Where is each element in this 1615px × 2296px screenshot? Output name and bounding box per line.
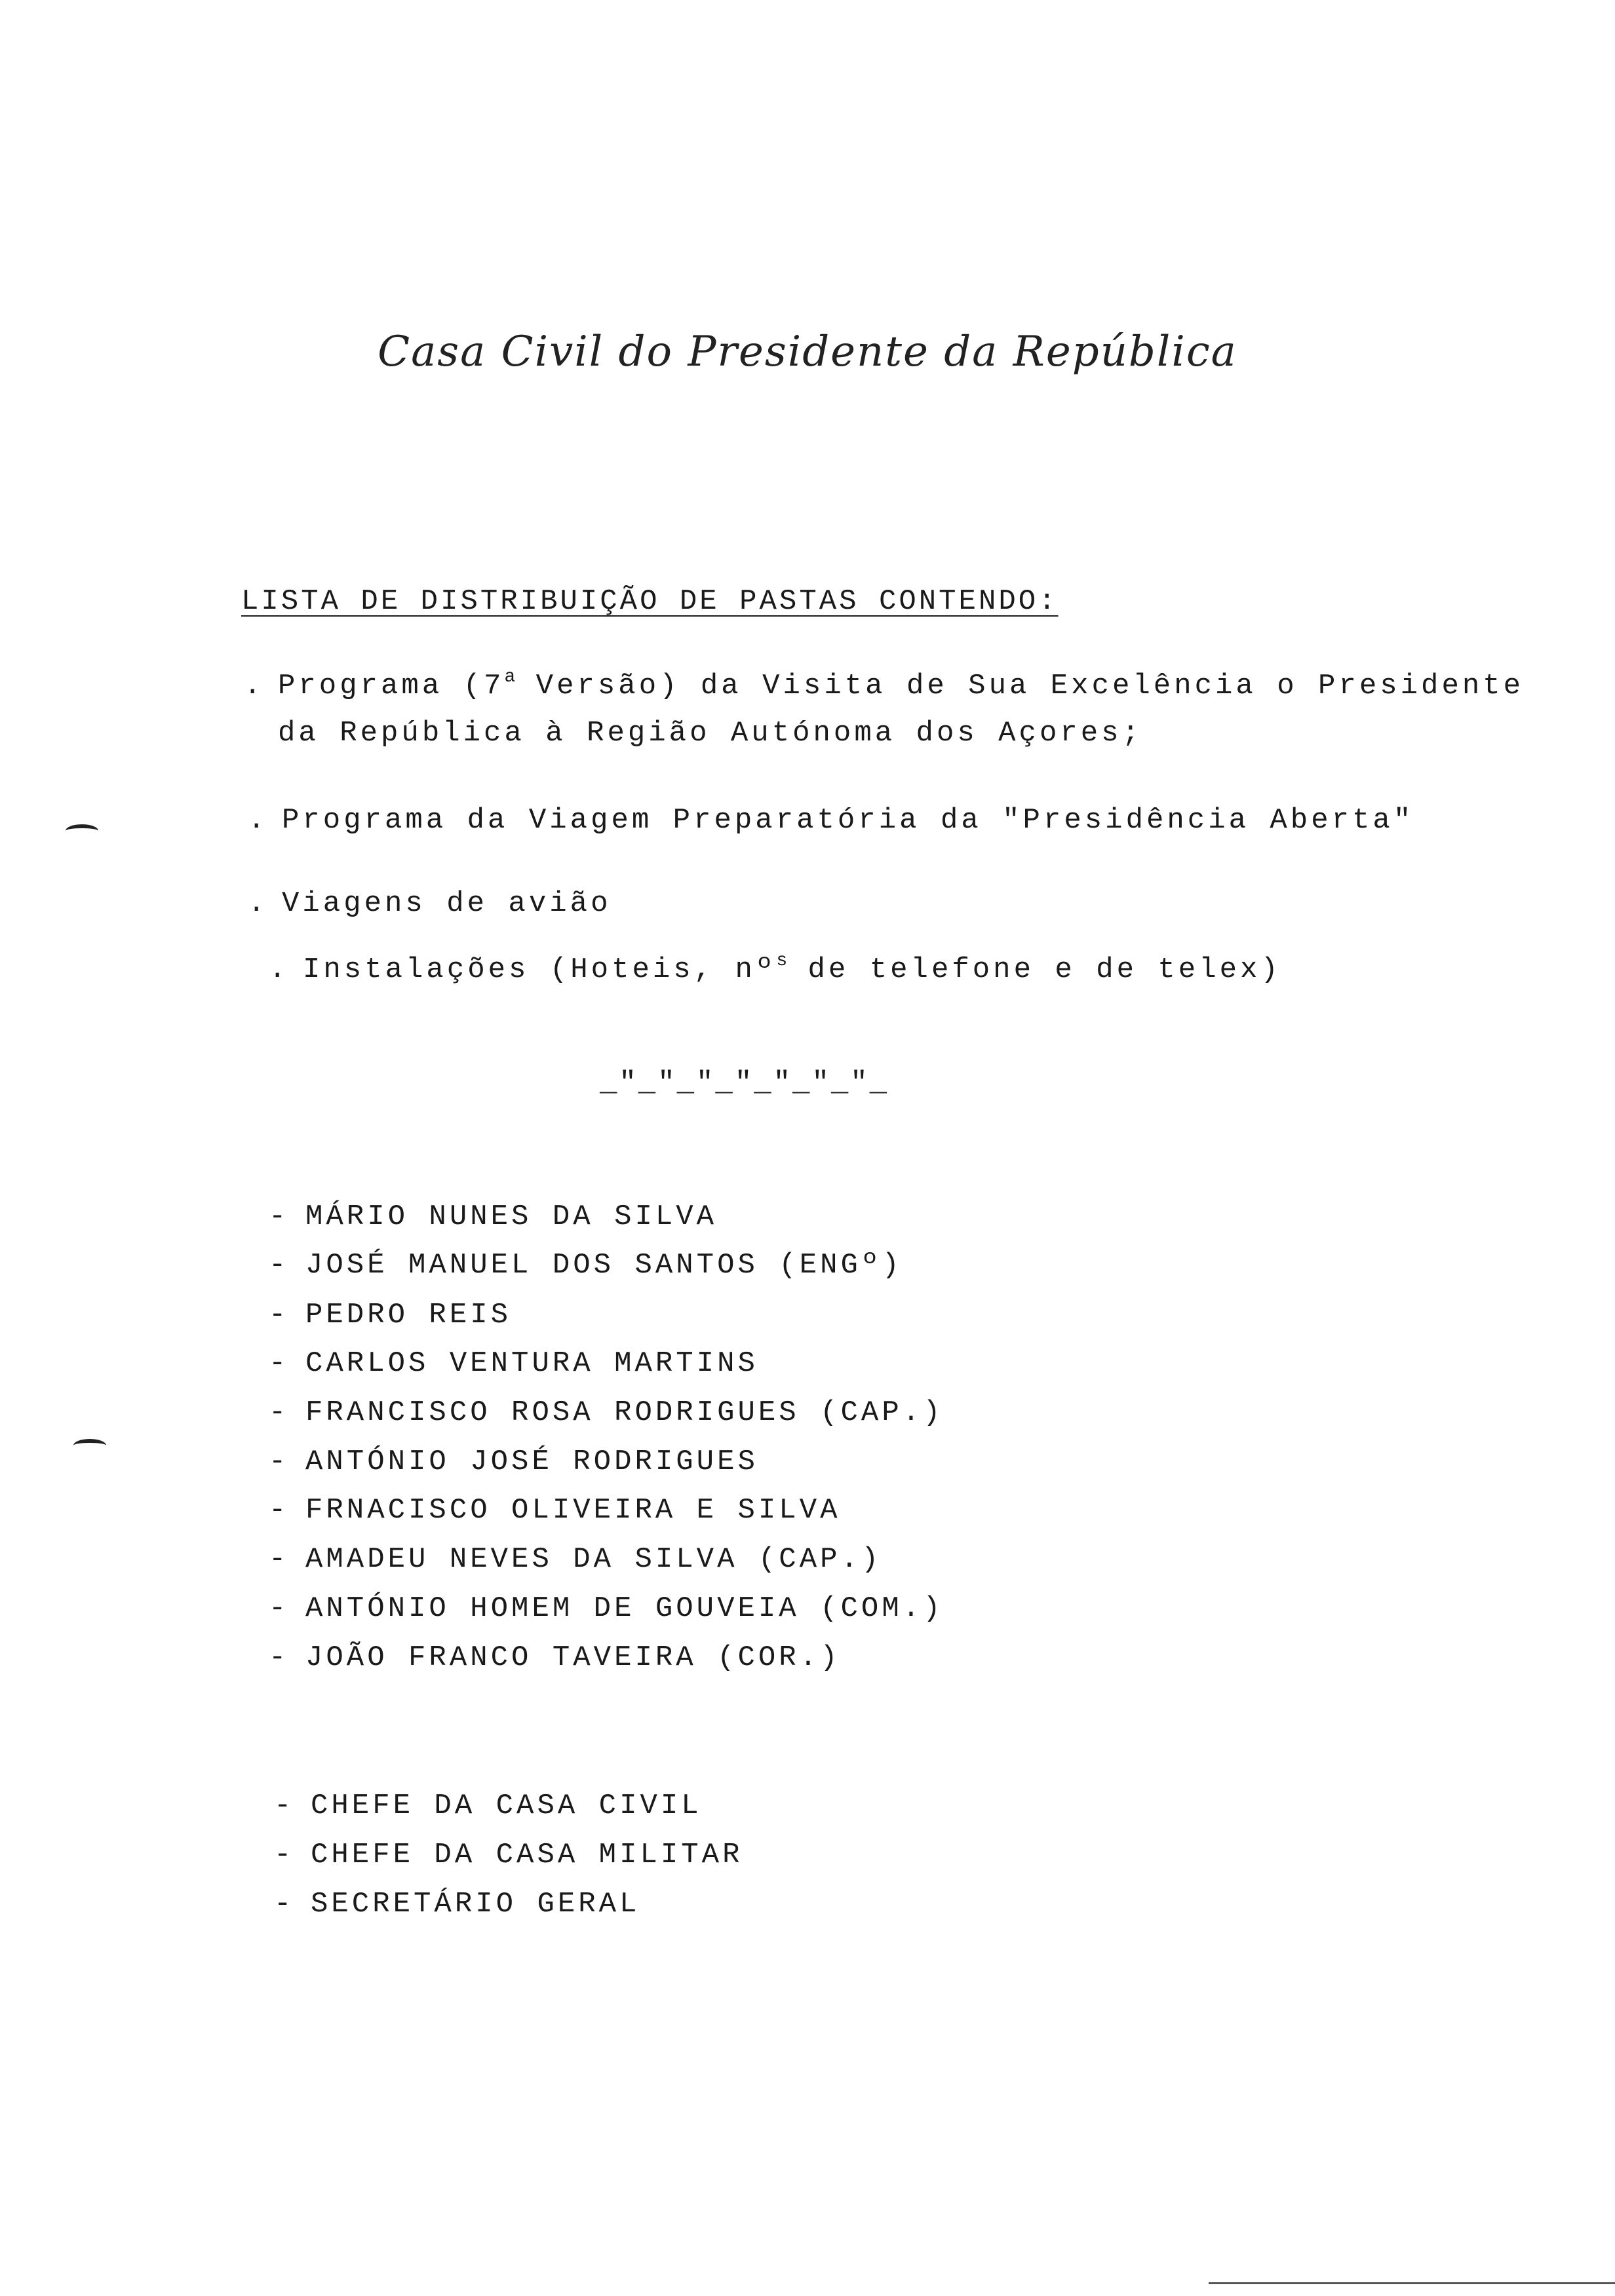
list-item-flights	[248, 889, 611, 918]
official-text: CHEFE DA CASA MILITAR	[311, 1839, 743, 1871]
page-edge-line	[1209, 2282, 1615, 2284]
list-item-preparatory-trip	[248, 806, 1414, 835]
name-text: ANTÓNIO JOSÉ RODRIGUES	[305, 1445, 758, 1478]
dash: -	[274, 1839, 295, 1871]
superscript: s	[776, 951, 788, 971]
name-text: JOSÉ MANUEL DOS SANTOS (ENGº)	[305, 1249, 903, 1282]
name-text: CARLOS VENTURA MARTINS	[305, 1347, 758, 1380]
item-text: Versão) da Visita de Sua Excelência o Presidente	[515, 670, 1525, 702]
letterhead: Casa Civil do Presidente da República	[378, 328, 1237, 376]
punch-hole-mark	[73, 1439, 106, 1452]
item-text: Viagens de avião	[282, 887, 612, 920]
punch-hole-mark	[66, 824, 98, 837]
bullet: .	[248, 887, 269, 920]
dash: -	[269, 1592, 290, 1625]
recipient-name	[269, 1545, 882, 1574]
dash: -	[274, 1888, 295, 1921]
official-title	[274, 1890, 640, 1919]
dash: -	[269, 1347, 290, 1380]
name-text: ANTÓNIO HOMEM DE GOUVEIA (COM.)	[305, 1592, 944, 1625]
name-text: AMADEU NEVES DA SILVA (CAP.)	[305, 1543, 882, 1576]
item-text: de telefone e de telex)	[787, 953, 1281, 986]
name-text: MÁRIO NUNES DA SILVA	[305, 1200, 718, 1233]
item-text: Programa da Viagem Preparatória da "Presidência Aberta"	[282, 804, 1414, 837]
separator-line: _"_"_"_"_"_"_"_	[600, 1067, 889, 1100]
name-text: FRNACISCO OLIVEIRA E SILVA	[305, 1494, 841, 1527]
recipient-name	[269, 1301, 511, 1330]
dash: -	[269, 1641, 290, 1674]
recipient-name	[269, 1251, 903, 1280]
dash: -	[269, 1445, 290, 1478]
recipient-name	[269, 1643, 841, 1672]
recipient-name	[269, 1496, 841, 1525]
official-title	[274, 1841, 743, 1869]
superscript: a	[504, 667, 516, 687]
name-text: JOÃO FRANCO TAVEIRA (COR.)	[305, 1641, 841, 1674]
item-text-continuation: da República à Região Autónoma dos Açores;	[278, 717, 1142, 750]
item-text: Instalações (Hoteis, nº	[303, 953, 777, 986]
dash: -	[269, 1494, 290, 1527]
dash: -	[269, 1249, 290, 1282]
bullet: .	[269, 953, 290, 986]
official-text: SECRETÁRIO GERAL	[311, 1888, 640, 1921]
official-title	[274, 1791, 702, 1820]
recipient-name	[269, 1349, 758, 1378]
recipient-name	[269, 1594, 944, 1623]
item-text: Programa (7	[278, 670, 505, 702]
bullet: .	[244, 670, 265, 702]
dash: -	[269, 1299, 290, 1331]
dash: -	[269, 1543, 290, 1576]
recipient-name	[269, 1202, 717, 1231]
list-item-program	[244, 668, 1524, 748]
dash: -	[274, 1789, 295, 1822]
name-text: FRANCISCO ROSA RODRIGUES (CAP.)	[305, 1396, 944, 1429]
dash: -	[269, 1200, 290, 1233]
official-text: CHEFE DA CASA CIVIL	[311, 1789, 702, 1822]
name-text: PEDRO REIS	[305, 1299, 512, 1331]
distribution-list-heading: LISTA DE DISTRIBUIÇÃO DE PASTAS CONTENDO:	[241, 585, 1059, 618]
list-item-facilities	[269, 952, 1281, 984]
recipient-name	[269, 1398, 944, 1427]
dash: -	[269, 1396, 290, 1429]
bullet: .	[248, 804, 269, 837]
recipient-name	[269, 1447, 758, 1476]
